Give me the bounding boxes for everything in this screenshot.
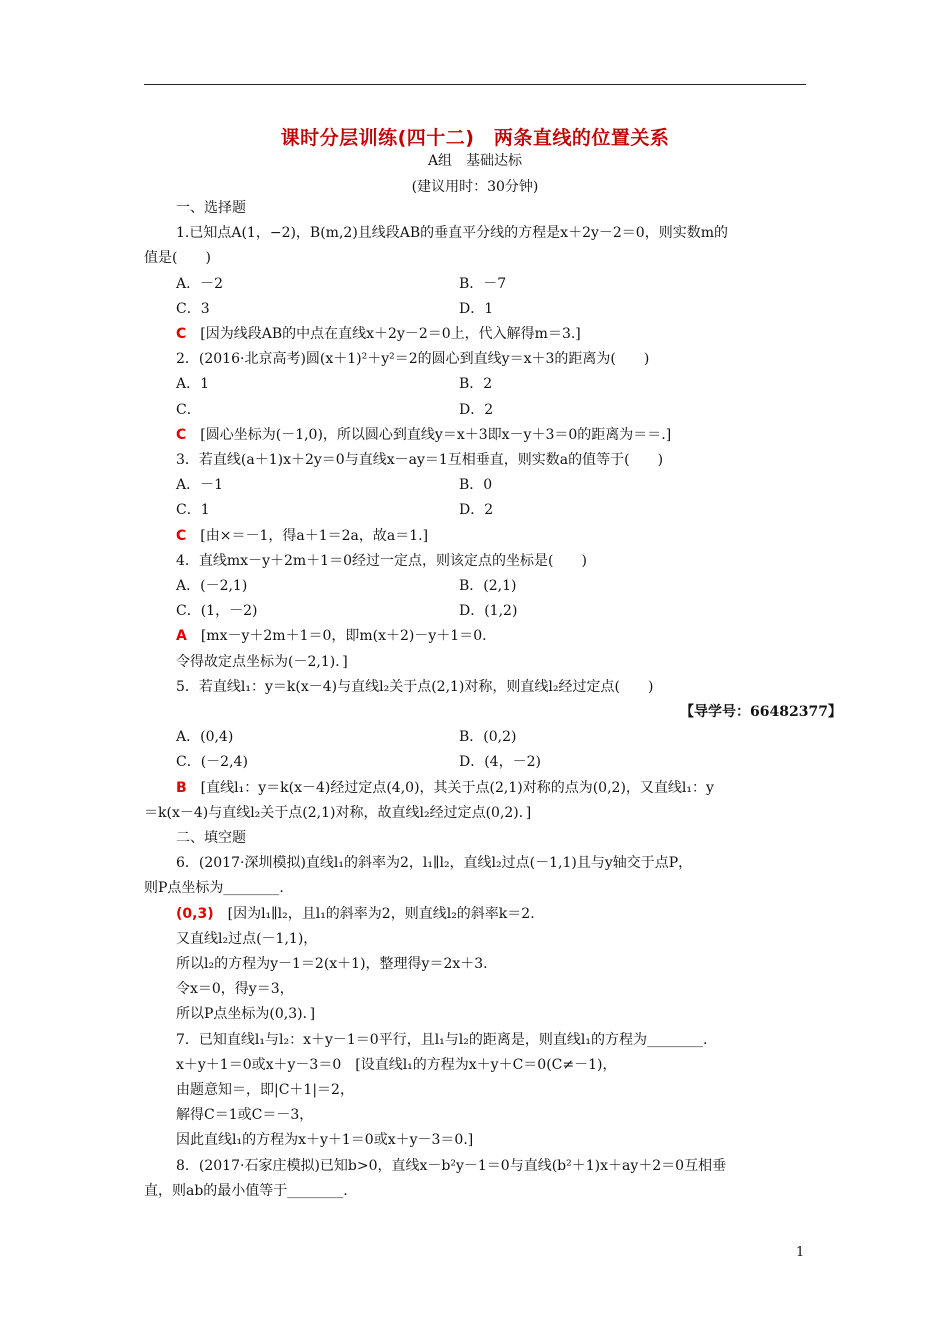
header-rule [144, 84, 806, 85]
text-line [176, 500, 210, 520]
answer-label: C [176, 528, 187, 544]
answer-label: (0,3) [176, 906, 214, 922]
line-text: C．3 [176, 301, 210, 317]
line-text: B．(2,1) [459, 578, 517, 594]
text-line [176, 223, 728, 243]
text-line [176, 324, 581, 344]
text-line [176, 576, 247, 596]
text-line [176, 1156, 726, 1176]
text-line [176, 450, 663, 470]
line-text: C． [176, 402, 201, 418]
text-line [176, 400, 201, 420]
line-text: 因此直线l₁的方程为x＋y＋1＝0或x＋y－3＝0.] [176, 1132, 474, 1148]
line-text: 一、选择题 [176, 200, 246, 216]
text-line [176, 1080, 354, 1100]
line-text: [圆心坐标为(－1,0)，所以圆心到直线y＝x＋3即x－y＋3＝0的距离为＝＝.] [200, 427, 672, 443]
text-line [459, 500, 493, 520]
line-text: 则P点坐标为________. [144, 880, 284, 896]
text-line [176, 904, 535, 924]
answer-label: A [176, 628, 187, 644]
text-line [176, 752, 248, 772]
line-text: B．－7 [459, 276, 507, 292]
line-text: 4．直线mx－y＋2m＋1＝0经过一定点，则该定点的坐标是( ) [176, 553, 587, 569]
text-line [176, 929, 317, 949]
line-text: A．－1 [176, 477, 224, 493]
answer-label: C [176, 427, 187, 443]
line-text: B．0 [459, 477, 493, 493]
text-line [176, 652, 348, 672]
line-text: D．(1,2) [459, 603, 518, 619]
answer-label: B [176, 780, 187, 796]
text-line [176, 1030, 707, 1050]
page-title: 课时分层训练(四十二) 两条直线的位置关系 [280, 127, 670, 149]
line-text: 1.已知点A(1，−2)，B(m,2)且线段AB的垂直平分线的方程是x＋2y－2＝0，则实数m的 [176, 225, 728, 241]
text-line [459, 475, 492, 495]
line-text: A．(－2,1) [176, 578, 248, 594]
text-line [459, 727, 516, 747]
time-hint: (建议用时：30分钟) [411, 179, 539, 195]
text-line [176, 1130, 473, 1150]
line-text: A．1 [176, 376, 210, 392]
text-line [176, 677, 653, 697]
text-line [459, 374, 492, 394]
answer-label: C [176, 326, 187, 342]
line-text: D．1 [459, 301, 494, 317]
text-line [176, 1004, 315, 1024]
line-text: 值是( ) [144, 250, 211, 266]
line-text: 3．若直线(a＋1)x＋2y＝0与直线x－ay＝1互相垂直，则实数a的值等于( ) [176, 452, 664, 468]
line-text: 令得故定点坐标为(－2,1)．] [176, 654, 348, 670]
text-line [459, 576, 516, 596]
text-line [176, 299, 210, 319]
line-text: [因为l₁∥l₂，且l₁的斜率为2，则直线l₂的斜率k＝2. [227, 906, 535, 922]
line-text: [mx－y＋2m＋1＝0，即m(x＋2)－y＋1＝0. [200, 628, 487, 644]
text-line [176, 349, 649, 369]
text-line [459, 601, 517, 621]
line-text: A．－2 [176, 276, 224, 292]
text-line [459, 274, 506, 294]
line-text: 所以l₂的方程为y－1＝2(x＋1)，整理得y＝2x＋3. [176, 956, 488, 972]
line-text: 8．(2017·石家庄模拟)已知b>0，直线x－b²y－1＝0与直线(b²＋1)x＋ay＋2＝0互相垂 [176, 1158, 727, 1174]
text-line [176, 853, 692, 873]
text-line [459, 299, 493, 319]
text-line [176, 626, 487, 646]
line-text: C．(－2,4) [176, 754, 248, 770]
text-line [459, 752, 541, 772]
line-text: 解得C＝1或C＝－3， [176, 1107, 314, 1123]
line-text: ＝k(x－4)与直线l₂关于点(2,1)对称，故直线l₂经过定点(0,2)．] [144, 805, 532, 821]
text-line [176, 425, 671, 445]
line-text: 又直线l₂过点(－1,1)， [176, 931, 318, 947]
line-text: B．2 [459, 376, 493, 392]
line-text: D．2 [459, 502, 494, 518]
text-line [176, 828, 246, 848]
line-text: D．(4，－2) [459, 754, 541, 770]
text-line [144, 1181, 348, 1201]
line-text: x＋y＋1＝0或x＋y－3＝0 [设直线l₁的方程为x＋y＋C＝0(C≠－1)， [176, 1057, 617, 1073]
text-line [176, 198, 246, 218]
line-text: [因为线段AB的中点在直线x＋2y－2＝0上，代入解得m＝3.] [200, 326, 581, 342]
text-line [680, 702, 842, 722]
text-line [176, 979, 294, 999]
line-text: 令x＝0，得y＝3， [176, 981, 294, 997]
line-text: A．(0,4) [176, 729, 234, 745]
line-text: 由题意知＝，即|C＋1|＝2， [176, 1082, 354, 1098]
line-text: [直线l₁：y＝k(x－4)经过定点(4,0)，其关于点(2,1)对称的点为(0,2)，又直线l₁：y [200, 780, 714, 796]
line-text: 所以P点坐标为(0,3)．] [176, 1006, 316, 1022]
text-line [176, 374, 209, 394]
text-line [459, 400, 493, 420]
text-line [176, 1055, 617, 1075]
text-line [176, 954, 488, 974]
line-text: C．(1，－2) [176, 603, 258, 619]
line-text: C．1 [176, 502, 210, 518]
line-text: [由×＝－1，得a＋1＝2a，故a＝1.] [200, 528, 429, 544]
text-line [176, 727, 233, 747]
page-number: 1 [796, 1245, 805, 1260]
line-text: 直，则ab的最小值等于________. [144, 1183, 348, 1199]
text-line [176, 778, 714, 798]
line-text: D．2 [459, 402, 494, 418]
text-line [176, 601, 257, 621]
text-line [176, 1105, 313, 1125]
text-line [144, 878, 284, 898]
line-text: 【导学号：66482377】 [680, 704, 842, 720]
text-line [144, 248, 211, 268]
line-text: 5．若直线l₁：y＝k(x－4)与直线l₂关于点(2,1)对称，则直线l₂经过定点( ) [176, 679, 654, 695]
text-line [144, 803, 531, 823]
text-line [176, 526, 428, 546]
line-text: 6．(2017·深圳模拟)直线l₁的斜率为2，l₁∥l₂，直线l₂过点(－1,1)且与y轴交于点P， [176, 855, 693, 871]
line-text: 2．(2016·北京高考)圆(x＋1)²＋y²＝2的圆心到直线y＝x＋3的距离为( ) [176, 351, 650, 367]
text-line [176, 551, 587, 571]
text-line [176, 274, 223, 294]
text-line [176, 475, 223, 495]
line-text: 7．已知直线l₁与l₂：x＋y－1＝0平行，且l₁与l₂的距离是，则直线l₁的方程为________. [176, 1032, 708, 1048]
line-text: B．(0,2) [459, 729, 517, 745]
line-text: 二、填空题 [176, 830, 246, 846]
group-label: A组 基础达标 [427, 153, 523, 169]
